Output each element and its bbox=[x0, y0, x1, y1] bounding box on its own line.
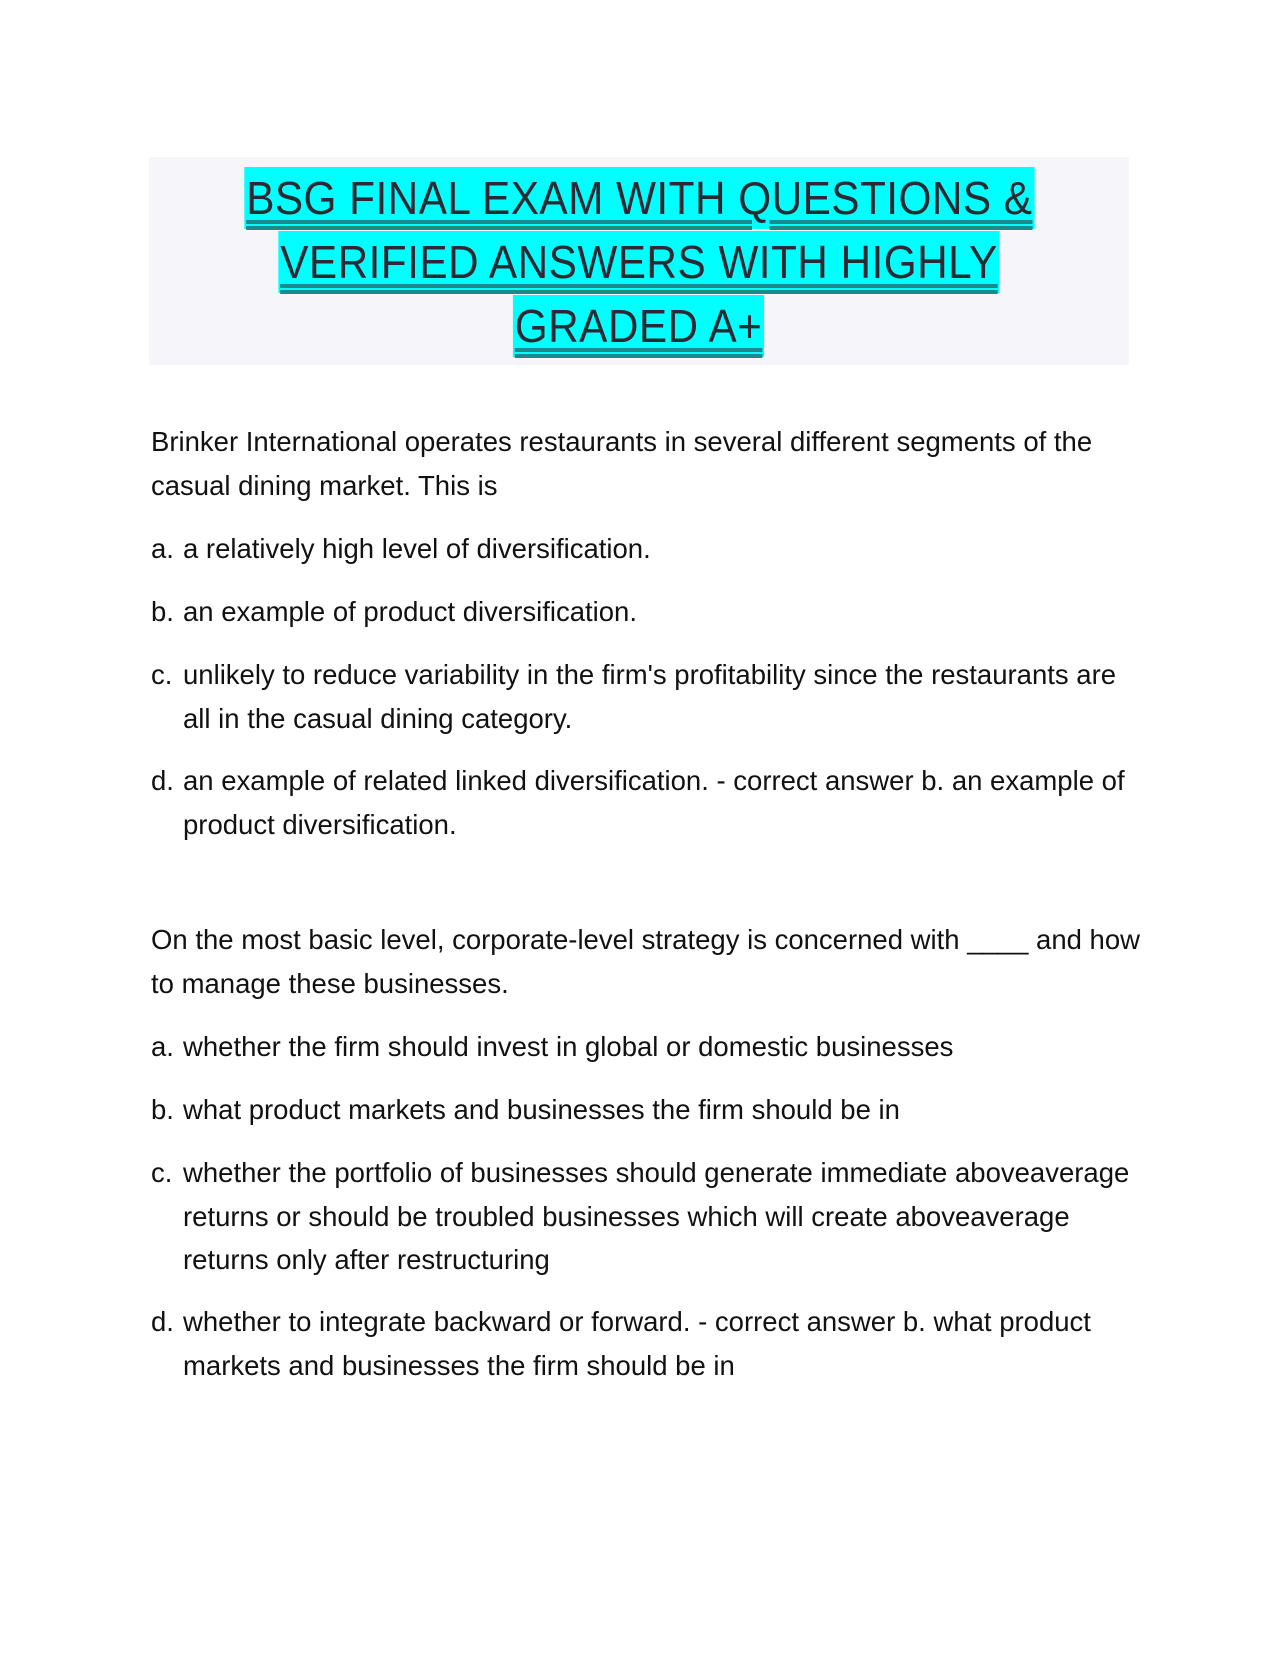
option-text: whether the firm should invest in global or domestic businesses bbox=[183, 1031, 954, 1062]
option-label: c. bbox=[151, 659, 173, 690]
option-label: b. bbox=[151, 596, 174, 627]
question-1-stem: Brinker International operates restaurants in several different segments of the casual dining market. This is bbox=[151, 426, 1093, 501]
option-text: whether the portfolio of businesses should generate immediate aboveaverage returns or should be troubled businesses which will create aboveaverage returns only after restructuring bbox=[183, 1157, 1130, 1275]
question-1-option-a bbox=[151, 527, 1141, 571]
title-line-3: GRADED A+ bbox=[513, 295, 764, 357]
question-2-stem: On the most basic level, corporate-level strategy is concerned with ____ and how to manage these businesses. bbox=[151, 924, 1140, 999]
option-text: a relatively high level of diversification. bbox=[183, 533, 651, 564]
option-label: c. bbox=[151, 1157, 173, 1188]
title-line-1: BSG FINAL EXAM WITH QUESTIONS & bbox=[244, 167, 1034, 229]
option-text: an example of product diversification. bbox=[183, 596, 637, 627]
option-label: d. bbox=[151, 765, 174, 796]
option-label: d. bbox=[151, 1306, 174, 1337]
option-label: a. bbox=[151, 1031, 174, 1062]
option-label: b. bbox=[151, 1094, 174, 1125]
option-text: an example of related linked diversification. - correct answer b. an example of product diversification. bbox=[183, 765, 1125, 840]
question-1-option-b bbox=[151, 590, 1141, 634]
question-2-option-c bbox=[151, 1151, 1141, 1282]
question-2-option-a bbox=[151, 1025, 1141, 1069]
question-2-option-b bbox=[151, 1088, 1141, 1132]
question-1-option-c bbox=[151, 653, 1141, 740]
title-line-2: VERIFIED ANSWERS WITH HIGHLY bbox=[278, 231, 999, 293]
option-label: a. bbox=[151, 533, 174, 564]
option-text: unlikely to reduce variability in the firm's profitability since the restaurants are all in the casual dining category. bbox=[183, 659, 1117, 734]
option-text: whether to integrate backward or forward. - correct answer b. what product markets and businesses the firm should be in bbox=[183, 1306, 1091, 1381]
document-title-box bbox=[149, 157, 1129, 365]
question-2-option-d bbox=[151, 1300, 1141, 1387]
option-text: what product markets and businesses the firm should be in bbox=[183, 1094, 900, 1125]
question-1-option-d bbox=[151, 759, 1141, 846]
